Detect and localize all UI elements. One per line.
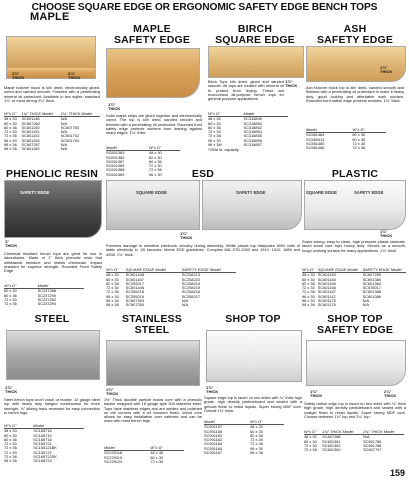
table-cell: 72 x 36 [4, 445, 17, 451]
table-cell: SC165716 [33, 436, 52, 442]
birch-thick: 1¾" THICK [285, 79, 298, 89]
maple-top-image [6, 36, 96, 70]
table-cell: 72 x 36 [304, 447, 317, 453]
table-cell: 60 x 30 [106, 276, 119, 282]
table-cell: 60 x 36 [106, 280, 119, 286]
table-cell: 72 x 36 [352, 145, 366, 151]
table-cell: 72 x 30 [150, 458, 164, 464]
table-cell: 72 x 30 [250, 437, 263, 443]
table-cell: SC601166 [317, 285, 336, 291]
column-header: 1¾" THICK Model [322, 430, 363, 435]
column-header: W"x D" [150, 446, 184, 451]
table-cell: 72 x 36 [208, 133, 221, 139]
column-header: W"x D" [250, 420, 284, 425]
column-header: W"x D" [302, 268, 318, 273]
table-cell: SC165722SK [33, 454, 57, 460]
table-cell: SC601369 [106, 171, 125, 177]
table-cell: 60 x 36 [148, 158, 162, 164]
shoptop-thick: 1¾" THICK [206, 385, 219, 395]
table-cell: SC318855 [243, 133, 262, 139]
table-cell: SC601152 [21, 133, 40, 139]
table-cell: 60 x 36 [4, 124, 17, 130]
shoptop-safety-thick-b: 2¼" THICK [384, 389, 397, 399]
maple-table [4, 112, 100, 152]
plastic-title: PLASTIC [331, 168, 379, 180]
table-cell: 96 x 36 [4, 142, 17, 148]
column-header: SQUARE EDGE Model [318, 268, 363, 273]
table-cell: SC901158 [204, 428, 223, 434]
table-cell: SC258214 [181, 280, 201, 286]
table-cell: SC165722 [33, 449, 52, 455]
table-cell: SC901162 [204, 437, 223, 443]
table-cell: N/A [60, 116, 68, 122]
column-header: SAFETY EDGE Model [182, 268, 236, 273]
birch-title: BIRCH SQUARE EDGE [215, 23, 295, 46]
table-cell: SC901160 [204, 432, 223, 438]
table-cell: 72 x 36 [4, 301, 17, 307]
table-cell: SC229118 [104, 450, 123, 456]
table-cell: 96 x 36* [208, 142, 223, 148]
table-row [4, 459, 84, 463]
maple-safety-image [106, 48, 200, 98]
table-cell: SC601785 [363, 438, 382, 444]
column-header: W"x D" [208, 112, 244, 117]
table-cell: 96 x 30 [4, 137, 17, 143]
plastic-safety-label: SAFETY EDGE [354, 190, 384, 195]
table-cell: SC258217 [181, 293, 201, 299]
table-cell: SC601386 [362, 293, 381, 299]
column-header: 2¼" THICK Model [61, 112, 100, 117]
shoptop-description: Square edge top is faced on two sides with ¾" thick high grade, high density particleboard and sealed with a gelcoat finish to resist liquids. Super strong MDF core. Overall 1¾" thick. [204, 395, 302, 413]
ash-title: ASH SAFETY EDGE [316, 23, 394, 46]
table-cell: SC237290 [37, 292, 56, 298]
table-cell: 48 x 30 [150, 450, 164, 456]
table-cell: SC601448 [125, 272, 144, 278]
table-row [4, 147, 100, 151]
column-header: Model [104, 446, 150, 451]
table-cell: 72 x 30 [352, 140, 366, 146]
table-cell: 72 x 30 [4, 449, 17, 455]
stainless-thick: 1¾" THICK [106, 387, 119, 397]
column-header: 2¼" THICK Model [363, 430, 404, 435]
table-cell: 72 x 30 [302, 285, 315, 291]
table-cell: SC165121BK [33, 445, 57, 451]
table-cell: 96 x 36 [4, 458, 17, 464]
table-cell: SC601148 [21, 116, 40, 122]
table-cell: N/A [60, 146, 68, 152]
phenolic-title: PHENOLIC RESIN [6, 168, 99, 180]
table-cell: SC601447 [125, 276, 144, 282]
table-row [106, 303, 236, 307]
maple-safety-description: Solid maple strips are glued together and electronically cured. The top is kiln dried, sanded smooth and finished with a penetrating oil protectant. Rounded front safety edge protects workers from leaning against sharp edges. 1¾" thick. [106, 113, 202, 136]
stainless-table [104, 446, 184, 464]
table-cell: SC165719 [33, 432, 52, 438]
table-cell: 72 x 30 [4, 296, 17, 302]
table-row [104, 460, 184, 464]
column-header: 1¾" THICK Model [21, 112, 60, 117]
table-cell: SC229120 [104, 458, 123, 464]
table-cell: 96 x 36 [302, 302, 315, 308]
table-cell: SC229119 [104, 454, 123, 460]
table-cell: 72 x 30 [106, 285, 119, 291]
table-cell: SC601361 [322, 438, 341, 444]
page-number: 159 [389, 468, 405, 478]
steel-table [4, 424, 84, 464]
shoptop-safety-table [304, 430, 404, 452]
plastic-table [302, 268, 406, 308]
maple-description: Maple butcher block is kiln dried, electronically glued, cured and sanded smooth. Finished with a penetrating mineral oil protectant. Available in two styles: standard 1¾" or extra strong 2¼" thick. [4, 85, 100, 103]
table-cell: SC255218 [125, 289, 144, 295]
table-cell: SC607260 [21, 120, 40, 126]
shoptop-title: SHOP TOP [225, 313, 281, 325]
table-cell: N/A [362, 302, 370, 308]
table-cell: SC601112 [317, 293, 336, 299]
table-cell: SC601365 [106, 163, 125, 169]
table-cell: 72 x 36 [250, 441, 263, 447]
maple-safety-thick: 1¾" THICK [108, 102, 121, 112]
table-cell: 72 x 36 [302, 289, 315, 295]
table-cell: 60 x 30 [148, 154, 162, 160]
table-row [302, 303, 406, 307]
table-cell: SC318856 [243, 137, 262, 143]
table-cell: SC318857 [243, 142, 262, 148]
column-header: Model [38, 284, 84, 289]
plastic-description: Super-strong, easy to clean, high pressure plastic laminate-faced wood core tops heavy duty. Serves as a smooth, tough working surface for many applications. 1¾" thick. [302, 239, 406, 253]
table-cell: SC601167 [317, 289, 336, 295]
table-cell: SC607797 [363, 447, 382, 453]
column-header: W"x D" [304, 430, 322, 435]
table-cell: SC607288 [322, 434, 341, 440]
plastic-thick: 1¾" THICK [380, 229, 393, 239]
esd-title: ESD [191, 168, 215, 180]
table-cell: 72 x 36 [4, 454, 17, 460]
esd-square-image [106, 180, 200, 230]
table-cell: 96 x 36 [4, 146, 17, 152]
steel-thick: 1¾" THICK [5, 385, 18, 395]
column-header: W"x D" [106, 268, 126, 273]
maple-thick-a: 1¾" THICK [12, 71, 25, 81]
table-cell: 96 x 36 [106, 302, 119, 308]
table-cell: 60 x 30 [150, 454, 164, 460]
esd-safety-image [202, 180, 302, 230]
table-row [304, 448, 404, 452]
table-cell: SC607763 [60, 124, 80, 130]
table-cell: SC255217 [125, 280, 144, 286]
table-cell: SC601176 [317, 302, 336, 308]
phenolic-image [4, 180, 102, 238]
table-cell: SC601367 [106, 158, 125, 164]
table-cell: SC258223 [181, 276, 201, 282]
table-cell: 60 x 36 [352, 136, 366, 142]
table-cell: SC601704 [60, 137, 80, 143]
table-cell: 72 x 30 [208, 129, 221, 135]
table-cell: 48 x 30 [148, 150, 162, 156]
table-cell: SC901167 [204, 450, 223, 456]
table-cell: 60 x 30 [302, 276, 315, 282]
table-cell: 96 x 30 [208, 137, 221, 143]
table-cell: 60 x 36 [4, 436, 17, 442]
shoptop-safety-title: SHOP TOP SAFETY EDGE [316, 313, 394, 336]
column-header: W"x D" [4, 112, 21, 117]
table-cell: 96 x 36 [106, 298, 119, 304]
table-cell: SC165721 [33, 441, 52, 447]
table-cell: 48 x 30 [302, 272, 315, 278]
table-row [306, 146, 386, 150]
table-cell: 48 x 30 [304, 434, 317, 440]
table-cell: SC258215 [181, 285, 201, 291]
plastic-square-label: SQUARE EDGE [306, 190, 337, 195]
table-cell: 60 x 30 [208, 120, 221, 126]
table-cell: 48 x 30 [250, 424, 263, 430]
column-header: Model [106, 146, 149, 151]
table-cell: 72 x 36 [148, 167, 162, 173]
table-cell: 72 x 30 [4, 441, 17, 447]
table-cell: SC601446 [125, 285, 144, 291]
table-cell: 96 x 36 [250, 450, 263, 456]
table-cell: 60 x 36 [302, 280, 315, 286]
table-cell: SC255219 [125, 293, 144, 299]
steel-title: STEEL [34, 313, 70, 325]
table-cell: 72 x 36 [4, 133, 17, 139]
table-cell: SC578017 [362, 285, 381, 291]
phenolic-thick: 1" THICK [5, 239, 18, 249]
esd-table [106, 268, 236, 308]
table-cell: 72 x 30 [4, 129, 17, 135]
table-cell: SC601365 [106, 154, 125, 160]
maple-title: MAPLE [30, 11, 70, 23]
shoptop-safety-image [306, 340, 406, 386]
table-cell: 72 x 36 [106, 289, 119, 295]
table-cell: 96 x 30 [106, 293, 119, 299]
column-header: W"x D" [352, 128, 386, 133]
table-cell: N/A [60, 120, 68, 126]
table-cell: SC318850 [243, 120, 262, 126]
birch-table [208, 112, 288, 147]
table-cell: SC237288 [37, 288, 56, 294]
table-cell: 48 x 30 [106, 272, 119, 278]
table-cell: SC237282 [37, 296, 56, 302]
table-cell: N/A [60, 129, 68, 135]
column-header: SAFETY EDGE Model [363, 268, 406, 273]
table-cell: SC258213 [181, 272, 201, 278]
table-cell: 60 x 30 [4, 288, 17, 294]
table-cell: SC601362 [322, 442, 341, 448]
table-cell: N/A [181, 298, 189, 304]
maple-thick-b: 2¼" THICK [68, 71, 81, 81]
plastic-image [304, 180, 406, 230]
table-cell: N/A [181, 302, 189, 308]
table-cell: SC601151 [21, 129, 40, 135]
table-cell: SC601384 [362, 280, 381, 286]
table-row [4, 302, 84, 306]
table-cell: 72 x 30 [304, 442, 317, 448]
table-cell: SC560414 [306, 136, 325, 142]
phenolic-table [4, 284, 84, 306]
ash-description: Ash butcher block top is kiln dried, sanded smooth and finished with a penetrating oil protectant to make it heavy duty, good looking and affordable work surface. Rounded front safety edge protects workers. 1¾" thick. [306, 85, 404, 103]
table-cell: 96 x 30 [250, 445, 263, 451]
stainless-image [106, 340, 200, 386]
phenolic-description: Chemical resistant bench tops are great for use in laboratories. Made of 1" thick phenolic resin that withstands moisture and resists chemicals. Impact resistant for superior strength. Rounded Front Safety Edge. [4, 251, 102, 274]
table-cell: SC601368 [106, 167, 125, 173]
table-cell: 96 x 30 [302, 298, 315, 304]
stainless-description: 1½" Thick durable particle board core with a phenolic backer wrapped with 16 gauge type 304 stainless steel. Tops have stainless edges and are welded and polished on the corners with a #4 brushed finish. Wood core allows for easy installation over cabinets and can be used with most bench legs. [104, 397, 202, 424]
table-cell: SC901165 [204, 445, 223, 451]
steel-description: Steel bench tops won't crack or buckle. 12 gauge steel top with heavy duty flanged construction for more strength. ¾" sliding track recessed for easy connection to bench legs. [4, 397, 100, 415]
maple-safety-title: MAPLE SAFETY EDGE [113, 23, 191, 46]
shoptop-table [204, 420, 284, 455]
table-cell: SC607250 [125, 302, 144, 308]
table-cell: N/A [363, 434, 370, 440]
page-title: CHOOSE SQUARE EDGE OR ERGONOMIC SAFETY EDGE BENCH TOPS [31, 2, 378, 13]
stainless-title: STAINLESS STEEL [122, 313, 182, 336]
table-cell: SC165718 [33, 428, 52, 434]
table-cell: SC601786 [363, 442, 382, 448]
table-cell: SC601164 [317, 276, 336, 282]
birch-note: *200# lb. capacity [208, 147, 239, 152]
table-cell: SC601384 [362, 276, 381, 282]
table-cell: 60 x 30 [352, 132, 366, 138]
table-cell: SC561464 [306, 132, 325, 138]
table-cell: 72 x 30 [148, 163, 162, 169]
table-cell: 48 x 30 [4, 116, 17, 122]
table-cell: SC601388 [362, 289, 381, 295]
table-cell: SC601702 [60, 133, 80, 139]
table-cell: 96 x 30 [302, 293, 315, 299]
table-cell: SC165723 [33, 458, 52, 464]
table-cell: 60 x 36 [250, 432, 263, 438]
table-cell: SC561466 [306, 145, 325, 151]
column-header: W"x D" [4, 424, 33, 429]
table-cell: 48 x 30 [208, 116, 221, 122]
table-cell: SC607287 [21, 142, 40, 148]
esd-safety-label: SAFETY EDGE [236, 190, 266, 195]
shoptop-safety-description: Safety radius edge top is faced on two sides with ¾" thick high grade, high density particleboard and sealed with a coatgel finish to resist liquids. Super strong MDF core. Choose between 1¾" top and 2¼" top. [304, 401, 406, 419]
table-cell: SC601363 [106, 150, 125, 156]
table-cell: 48 x 30 [4, 428, 17, 434]
esd-square-label: SQUARE EDGE [136, 190, 167, 195]
phenolic-safety-label: SAFETY EDGE [20, 190, 50, 195]
table-cell: SC601153 [21, 137, 40, 143]
table-cell: 60 x 30 [304, 438, 317, 444]
table-cell: 60 x 36 [208, 124, 221, 130]
birch-description: Birch Tops kiln dried, glued and sanded smooth. All tops are treated with mineral oil to protect from drying. These are economical all-purpose bench tops for general purpose applications. [208, 79, 284, 102]
ash-image [306, 46, 406, 82]
table-cell: SC601150 [21, 124, 40, 130]
table-cell: 60 x 30 [250, 428, 263, 434]
table-row [204, 451, 284, 455]
table-cell: SC601165 [317, 280, 336, 286]
table-cell: SC561465 [306, 140, 325, 146]
table-cell: SC318852 [243, 124, 262, 130]
esd-thick: 1¾" THICK [180, 231, 193, 241]
ash-table [306, 128, 386, 150]
table-cell: SC901157 [204, 424, 223, 430]
shoptop-image [206, 330, 302, 382]
column-header: SQUARE EDGE Model [126, 268, 182, 273]
shoptop-safety-thick-a: 1¾" THICK [310, 389, 323, 399]
column-header: Model [33, 424, 84, 429]
table-cell: N/A [60, 142, 68, 148]
table-cell: 60 x 36 [4, 292, 17, 298]
column-header: Model [306, 128, 352, 133]
birch-top-image [208, 46, 304, 78]
ash-thick: 1¾" THICK [380, 65, 393, 75]
table-cell: SC601160 [21, 146, 40, 152]
table-cell: SC901164 [204, 441, 223, 447]
table-cell: SC601175 [317, 298, 336, 304]
table-cell: 60 x 30 [4, 432, 17, 438]
table-cell: SC258216 [181, 289, 201, 295]
column-header: W"x D" [4, 284, 38, 289]
table-cell: SC318849 [243, 116, 262, 122]
column-header: W"x D" [149, 146, 180, 151]
table-cell: SC607393 [125, 298, 144, 304]
column-header: Model [244, 112, 288, 117]
table-cell: SC601163 [317, 272, 336, 278]
steel-image [6, 330, 100, 380]
table-cell: SC607289 [362, 272, 381, 278]
esd-description: Prevents damage to sensitive electronic circuitry during assembly. White plastic top dissipates 5000 volts of static electricity in .05 seconds. Meets ESD guidelines. Complies MIL-STD-2000 and 1910, 1910, 1686 and 4398. 1¾" thick. [106, 243, 300, 257]
table-cell: 96 x 30 [148, 171, 162, 177]
table-cell: SC601362 [322, 447, 341, 453]
table-cell: N/A [362, 298, 370, 304]
column-header: Model [204, 420, 250, 425]
table-cell: 60 x 30 [4, 120, 17, 126]
table-cell: SC237294 [37, 301, 56, 307]
table-cell: SC318854 [243, 129, 262, 135]
